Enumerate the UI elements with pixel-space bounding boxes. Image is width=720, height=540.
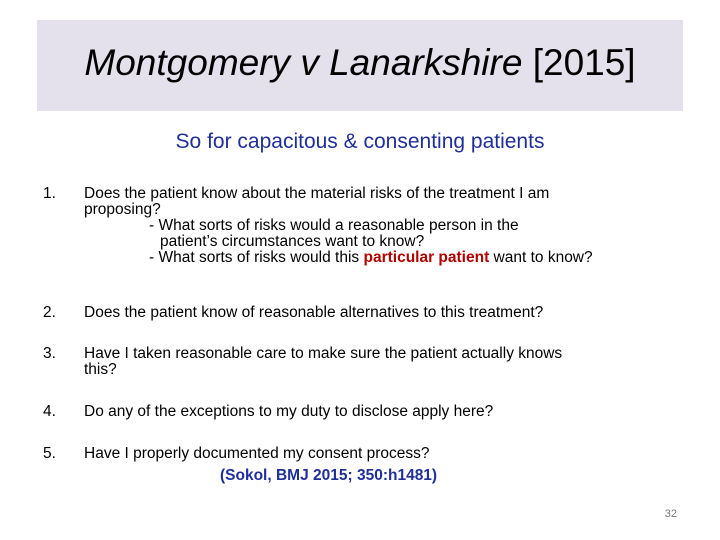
subpoint-text: want to know? <box>489 249 593 266</box>
slide-subtitle: So for capacitous & consenting patients <box>175 130 545 153</box>
item-text <box>84 346 694 378</box>
item-line: Do any of the exceptions to my duty to disclose apply here? <box>84 403 494 420</box>
emphasis-text: particular patient <box>363 249 490 266</box>
page-number: 32 <box>664 508 677 520</box>
item-subpoint: patient’s circumstances want to know? <box>160 233 425 250</box>
item-subpoint: - What sorts of risks would a reasonable person in the <box>149 217 519 234</box>
citation: (Sokol, BMJ 2015; 350:h1481) <box>220 467 438 484</box>
item-text <box>84 186 694 266</box>
item-number: 4. <box>43 403 56 420</box>
item-line: proposing? <box>84 201 161 218</box>
subpoint-text: - What sorts of risks would this <box>149 249 364 266</box>
item-subpoint <box>84 250 694 266</box>
item-line: Have I properly documented my consent process? <box>84 445 430 462</box>
item-text <box>84 305 694 321</box>
item-line: Does the patient know of reasonable alternatives to this treatment? <box>84 304 544 321</box>
item-number: 1. <box>43 185 56 202</box>
item-number: 2. <box>43 304 56 321</box>
item-text <box>84 446 694 484</box>
title-main: Montgomery v Lanarkshire <box>84 42 523 83</box>
item-number: 5. <box>43 445 56 462</box>
item-line: Have I taken reasonable care to make sure the patient actually knows <box>84 345 563 362</box>
slide-title <box>37 42 683 84</box>
item-line: this? <box>84 361 117 378</box>
item-line: Does the patient know about the material risks of the treatment I am <box>84 185 550 202</box>
title-year: [2015] <box>532 42 636 83</box>
title-band <box>37 20 683 111</box>
item-text <box>84 404 694 420</box>
item-number: 3. <box>43 345 56 362</box>
